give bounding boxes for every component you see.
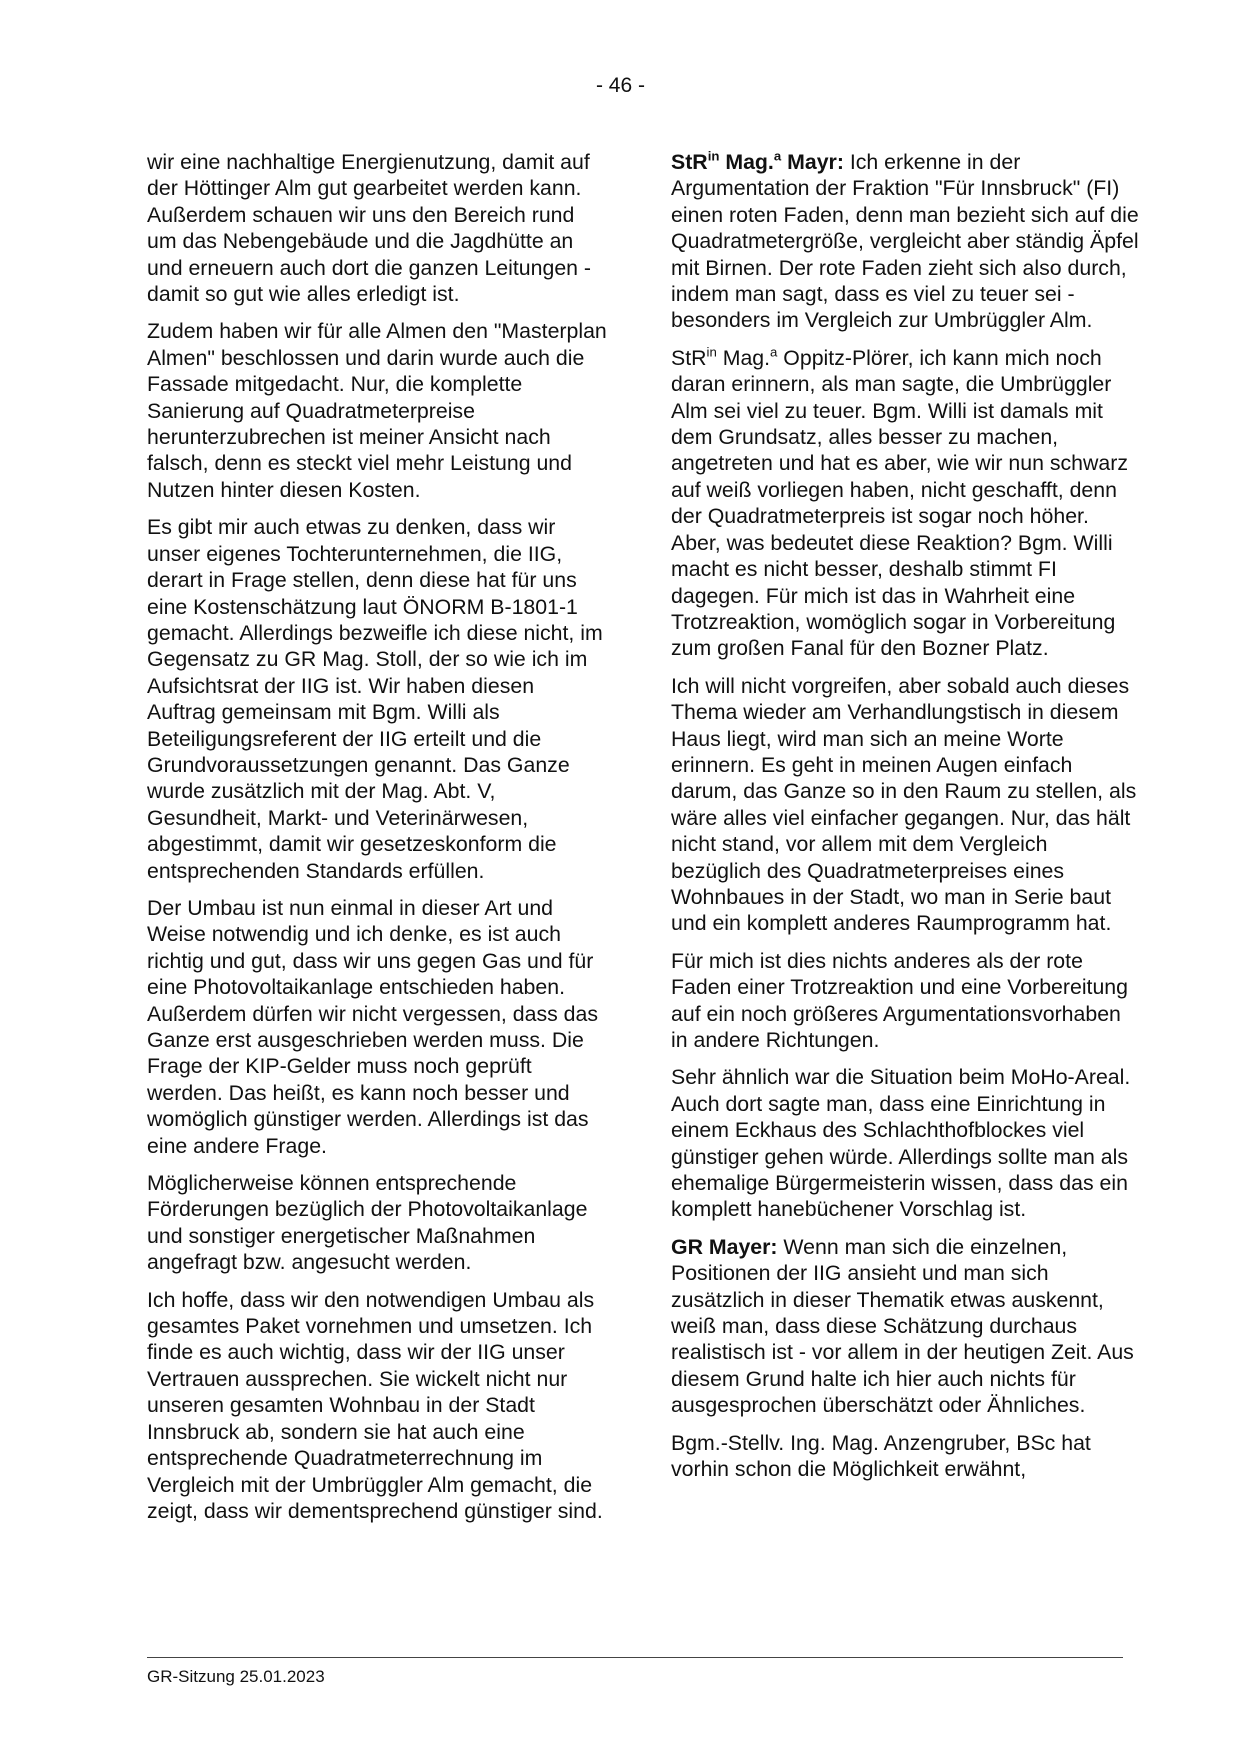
paragraph: Es gibt mir auch etwas zu denken, dass wir unser eigenes Tochterunternehmen, die IIG, derart in Frage stellen, denn diese hat für uns eine Kostenschätzung laut ÖNORM B-1801-1 gemacht. Allerdings bezweifle ich diese nicht, im Gegensatz zu GR Mag. Stoll, der so wie ich im Aufsichtsrat der IIG ist. Wir haben diesen Auftrag gemeinsam mit Bgm. Willi als Beteiligungsreferent der IIG erteilt und die Grundvoraussetzungen genannt. Das Ganze wurde zusätzlich mit der Mag. Abt. V, Gesundheit, Markt- und Veterinärwesen, abgestimmt, damit wir gesetzeskonform die entsprechenden Standards erfüllen. [147,515,603,883]
right-column [671,149,1143,1494]
speaker-name: GR Mayer: [671,1234,778,1259]
speaker-name: StR$^{in}$ Mag.$^a$ Mayr: [671,148,844,174]
footer-session-label: GR-Sitzung 25.01.2023 [147,1667,325,1686]
paragraph [671,1234,1143,1419]
paragraph: Bgm.-Stellv. Ing. Mag. Anzengruber, BSc hat vorhin schon die Möglichkeit erwähnt, [671,1430,1091,1482]
paragraph-text: Oppitz-Plörer, ich kann mich noch daran erinnern, als man sagte, die Umbrüggler Alm sei viel zu teuer. Bgm. Willi ist damals mit dem Grundsatz, alles besser zu machen, angetreten und hat es aber, wie wir nun schwarz auf weiß vorliegen haben, nicht geschafft, denn der Quadratmeterpreis ist sogar noch höher. Aber, was bedeutet diese Reaktion? Bgm. Willi macht es nicht besser, deshalb stimmt FI dagegen. Für mich ist das in Wahrheit eine Trotzreaktion, womöglich sogar in Vorbereitung zum großen Fanal für den Bozner Platz. [671,345,1128,661]
paragraph: Sehr ähnlich war die Situation beim MoHo-Areal. Auch dort sagte man, dass eine Einrichtung in einem Eckhaus des Schlachthofblockes viel günstiger gehen würde. Allerdings sollte man als ehemalige Bürgermeisterin wissen, dass das ein komplett hanebüchener Vorschlag ist. [671,1065,1131,1222]
paragraph: Ich hoffe, dass wir den notwendigen Umbau als gesamtes Paket vornehmen und umsetzen. Ich finde es auch wichtig, dass wir der IIG unser Vertrauen aussprechen. Sie wickelt nicht nur unseren gesamten Wohnbau in der Stadt Innsbruck ab, sondern sie hat auch eine entsprechende Quadratmeterrechnung im Vergleich mit der Umbrüggler Alm gemacht, die zeigt, dass wir dementsprechend günstiger sind. [147,1287,603,1523]
footer-divider [147,1657,1123,1658]
paragraph: Zudem haben wir für alle Almen den "Masterplan Almen" beschlossen und darin wurde auch die Fassade mitgedacht. Nur, die komplette Sanierung auf Quadratmeterpreise herunterzubrechen ist meiner Ansicht nach falsch, denn es steckt viel mehr Leistung und Nutzen hinter diesen Kosten. [147,319,607,502]
paragraph: Für mich ist dies nichts anderes als der rote Faden einer Trotzreaktion und eine Vorbereitung auf ein noch größeres Argumentationsvorhaben in andere Richtungen. [671,948,1128,1052]
left-column [147,149,607,1535]
paragraph [671,149,1143,334]
paragraph: Möglicherweise können entsprechende Förderungen bezüglich der Photovoltaikanlage und sonstiger energetischer Maßnahmen angefragt bzw. angesucht werden. [147,1171,588,1275]
paragraph-text: Ich erkenne in der Argumentation der Fraktion "Für Innsbruck" (FI) einen roten Faden, denn man bezieht sich auf die Quadratmetergröße, vergleicht aber ständig Äpfel mit Birnen. Der rote Faden zieht sich also durch, indem man sagt, dass es viel zu teuer sei - besonders im Vergleich zur Umbrüggler Alm. [671,150,1139,333]
paragraph: Der Umbau ist nun einmal in dieser Art und Weise notwendig und ich denke, es ist auch richtig und gut, dass wir uns gegen Gas und für eine Photovoltaikanlage entschieden haben. Außerdem dürfen wir nicht vergessen, dass das Ganze erst ausgeschrieben werden muss. Die Frage der KIP-Gelder muss noch geprüft werden. Das heißt, es kann noch besser und womöglich günstiger werden. Allerdings ist das eine andere Frage. [147,895,598,1158]
paragraph: Ich will nicht vorgreifen, aber sobald auch dieses Thema wieder am Verhandlungstisch in diesem Haus liegt, wird man sich an meine Worte erinnern. Es geht in meinen Augen einfach darum, das Ganze so in den Raum zu stellen, als wäre alles viel einfacher gegangen. Nur, das hält nicht stand, vor allem mit dem Vergleich bezüglich des Quadratmeterpreises eines Wohnbaues in der Stadt, wo man in Serie baut und ein komplett anderes Raumprogramm hat. [671,673,1137,936]
paragraph: wir eine nachhaltige Energienutzung, damit auf der Höttinger Alm gut gearbeitet werden kann. Außerdem schauen wir uns den Bereich rund um das Nebengebäude und die Jagdhütte an und erneuern auch dort die ganzen Leitungen - damit so gut wie alles erledigt ist. [147,150,592,307]
paragraph: StR$^{in}$ Mag.$^a$ Oppitz-Plörer, ich kann mich noch daran erinnern, als man sagte, die Umbrüggler Alm sei viel zu teuer. Bgm. Willi ist damals mit dem Grundsatz, alles besser zu machen, angetreten und hat es aber, wie wir nun schwarz auf weiß vorliegen haben, nicht geschafft, denn der Quadratmeterpreis ist sogar noch höher. Aber, was bedeutet diese Reaktion? Bgm. Willi macht es nicht besser, deshalb stimmt FI dagegen. Für mich ist das in Wahrheit eine Trotzreaktion, womöglich sogar in Vorbereitung zum großen Fanal für den Bozner Platz. [671,344,1128,661]
paragraph-text: Wenn man sich die einzelnen, Positionen der IIG ansieht und man sich zusätzlich in dieser Thematik etwas auskennt, weiß man, dass diese Schätzung durchaus realistisch ist - vor allem in der heutigen Zeit. Aus diesem Grund halte ich hier auch nichts für ausgesprochen überschätzt oder Ähnliches. [671,1234,1134,1418]
page-number: - 46 - [595,74,645,97]
